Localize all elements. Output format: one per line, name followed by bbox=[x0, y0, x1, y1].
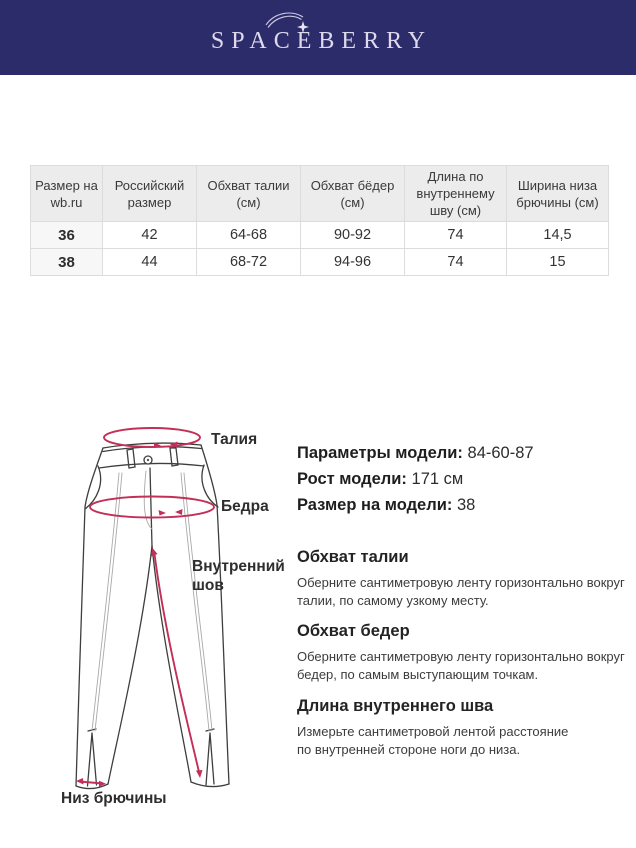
brand-name: SPACEBERRY bbox=[210, 28, 433, 54]
section-inseam-text-line1: Измерьте сантиметровой лентой расстояние bbox=[297, 724, 569, 739]
inseam-label: Внутренний шов bbox=[192, 558, 285, 594]
cell-hips: 90-92 bbox=[301, 222, 405, 249]
pants-diagram bbox=[40, 415, 290, 810]
hips-measure-ellipse bbox=[90, 497, 214, 518]
cell-hips: 94-96 bbox=[301, 249, 405, 276]
col-header-ru-size: Российский размер bbox=[103, 166, 197, 222]
model-height-value: 171 см bbox=[411, 470, 464, 488]
section-inseam-title: Длина внутреннего шва bbox=[297, 697, 494, 715]
cell-hem-width: 14,5 bbox=[507, 222, 609, 249]
section-hips-text-line1: Оберните сантиметровую ленту горизонтально вокруг bbox=[297, 649, 625, 664]
section-waist-text-line2: талии, по самому узкому месту. bbox=[297, 592, 489, 608]
header-row bbox=[31, 166, 609, 222]
section-hips-title: Обхват бедер bbox=[297, 622, 410, 640]
section-waist-title: Обхват талии bbox=[297, 548, 409, 566]
section-inseam bbox=[297, 696, 636, 758]
model-parameters bbox=[297, 440, 627, 466]
col-header-wb-size: Размер на wb.ru bbox=[31, 166, 103, 222]
model-size-label: Размер на модели: bbox=[297, 496, 453, 514]
cell-wb-size: 36 bbox=[31, 222, 103, 249]
brand-header bbox=[0, 0, 636, 75]
model-size-value: 38 bbox=[456, 496, 476, 514]
section-hips-text-line2: бедер, по самым выступающим точкам. bbox=[297, 666, 539, 682]
pants-crease-lines bbox=[92, 471, 212, 731]
section-inseam-text-line2: по внутренней стороне ноги до низа. bbox=[297, 741, 521, 757]
model-size bbox=[297, 492, 627, 518]
table-row-size-38 bbox=[31, 249, 609, 276]
section-hips bbox=[297, 621, 636, 683]
waist-measure-ellipse bbox=[104, 428, 200, 447]
section-waist bbox=[297, 547, 636, 609]
section-waist-text-line1: Оберните сантиметровую ленту горизонтально вокруг bbox=[297, 575, 625, 590]
size-table-header bbox=[31, 166, 609, 222]
size-table bbox=[30, 165, 609, 276]
model-height-label: Рост модели: bbox=[297, 470, 407, 488]
model-parameters-label: Параметры модели: bbox=[297, 444, 463, 462]
table-row-size-36 bbox=[31, 222, 609, 249]
cell-inseam: 74 bbox=[405, 222, 507, 249]
hem-label: Низ брючины bbox=[61, 790, 167, 807]
model-height bbox=[297, 466, 627, 492]
col-header-inseam: Длина по внутреннему шву (см) bbox=[405, 166, 507, 222]
cell-ru-size: 44 bbox=[103, 249, 197, 276]
model-parameters-value: 84-60-87 bbox=[467, 444, 534, 462]
col-header-hem-width: Ширина низа брючины (см) bbox=[507, 166, 609, 222]
cell-hem-width: 15 bbox=[507, 249, 609, 276]
cell-wb-size: 38 bbox=[31, 249, 103, 276]
waist-label: Талия bbox=[211, 431, 258, 448]
pants-outline bbox=[76, 443, 229, 788]
cell-waist: 68-72 bbox=[197, 249, 301, 276]
model-info bbox=[297, 440, 627, 518]
cell-inseam: 74 bbox=[405, 249, 507, 276]
hips-label: Бедра bbox=[221, 498, 269, 515]
col-header-waist: Обхват талии (см) bbox=[197, 166, 301, 222]
col-header-hips: Обхват бёдер (см) bbox=[301, 166, 405, 222]
cell-waist: 64-68 bbox=[197, 222, 301, 249]
cell-ru-size: 42 bbox=[103, 222, 197, 249]
